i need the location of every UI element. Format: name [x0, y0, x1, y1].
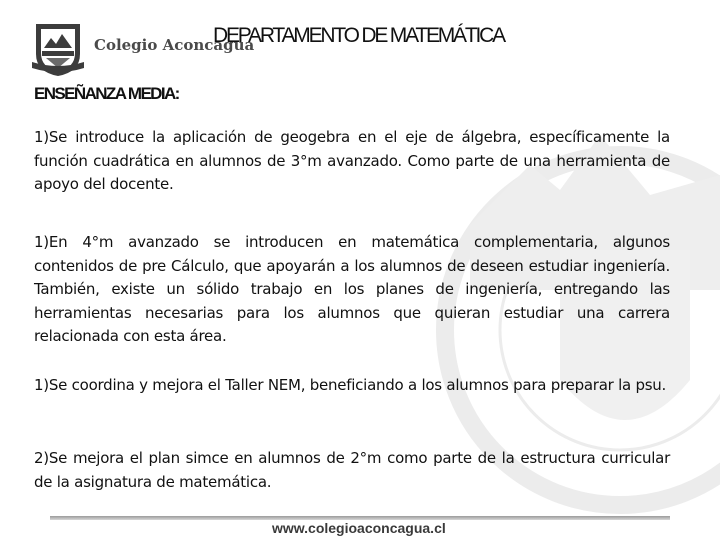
paragraph-precalculo: 1)En 4°m avanzado se introducen en matemática complementaria, algunos contenidos de pre Cálculo, que apoyarán a los alumnos de deseen estudiar ingeniería. También, existe un sólido trabajo en los planes de ingeniería, entregando las herramientas necesarias para los alumnos que quieran estudiar una carrera relacionada con esta área. [34, 233, 670, 345]
department-title: DEPARTAMENTO DE MATEMÁTICA [213, 24, 504, 47]
school-name-logo: Colegio Aconcagua [94, 36, 255, 54]
footer-website-link[interactable]: www.colegioaconcagua.cl [272, 520, 446, 536]
paragraph-simce: 2)Se mejora el plan simce en alumnos de 2°m como parte de la estructura curricular de la asignatura de matemática. [34, 449, 670, 491]
paragraph-geogebra: 1)Se introduce la aplicación de geogebra en el eje de álgebra, específicamente la función cuadrática en alumnos de 3°m avanzado. Como parte de una herramienta de apoyo del docente. [34, 128, 670, 193]
school-crest-icon [28, 18, 88, 78]
paragraph-taller-nem: 1)Se coordina y mejora el Taller NEM, beneficiando a los alumnos para preparar la psu. [34, 376, 667, 394]
section-title: ENSEÑANZA MEDIA: [34, 84, 179, 103]
